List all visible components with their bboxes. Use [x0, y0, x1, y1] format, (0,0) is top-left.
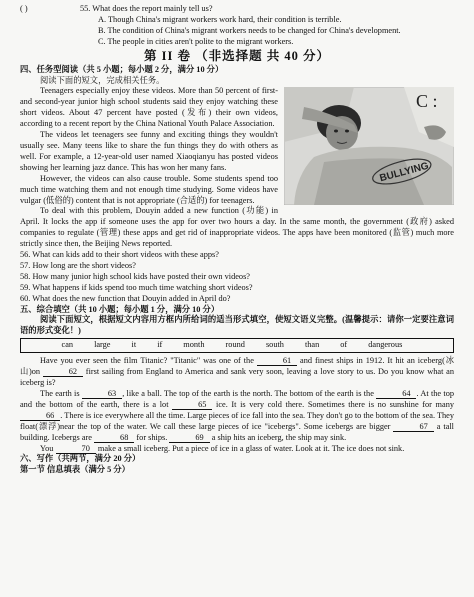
text-run: a ship hits an iceberg, the ship may sink.	[209, 432, 347, 442]
cloze-para-2	[20, 389, 454, 444]
blank-63[interactable]: 63	[82, 389, 122, 399]
article-photo	[284, 87, 454, 205]
text-run: make a small iceberg. Put a piece of ice in a glass of water. Look at it. The ice does not sink.	[95, 443, 405, 453]
blank-64[interactable]: 64	[376, 389, 416, 399]
word-box	[20, 338, 454, 353]
question-56: 56. What can kids add to their short videos with these apps?	[20, 250, 219, 260]
text-run: . At the top and the bottom of the earth, there is a lot	[20, 389, 455, 409]
blank-69[interactable]: 69	[169, 433, 209, 443]
word-item: can	[61, 340, 74, 350]
answer-paren: ( )	[20, 4, 28, 13]
word-item: south	[265, 340, 284, 350]
option-a: A. Though China's migrant workers work hard, their condition is terrible.	[98, 14, 342, 24]
cloze-para-1	[20, 356, 454, 389]
section-5-instruction: 阅读下面短文，根据短文内容用方框内所给词的适当形式填空，使短文语义完整。(温馨提示：请你一定要注意词语的形式变化！)	[20, 315, 454, 336]
section-4-para-3: However, the videos can also cause trouble. Some students spend too much time watching them and not enough time studying. Some videos have vulgar (低俗的) content that is not appropriate (合适的) for teenagers.	[20, 173, 278, 205]
shirt-text: BULLYING	[378, 161, 430, 185]
word-item: round	[225, 340, 245, 350]
word-item: dangerous	[368, 340, 403, 350]
section-4-instruction: 阅读下面的短文，完成相关任务。	[40, 75, 165, 85]
part-2-title: 第 II 卷 （非选择题 共 40 分）	[144, 48, 330, 63]
boy-bullying-shirt-image	[284, 87, 454, 205]
option-b: B. The condition of China's migrant workers needs to be changed for China's development.	[98, 25, 401, 35]
section-4-para-4: To deal with this problem, Douyin added a new function (功能) in April. It locks the app if someone uses the app for over two hours a day. In the same month, the government (政府) asked companies to regulate (管理) these apps and get rid of inappropriate videos. The apps have been monitored (监管) much more strictly since then, the Beijing News reported.	[20, 206, 454, 249]
word-item: if	[157, 340, 163, 350]
text-run: for ships.	[134, 432, 170, 442]
text-run: first sailing from England to America and sank very soon, leaving a love story to us. Do you know what an iceberg is?	[20, 367, 454, 388]
text-run: Have you ever seen the film Titanic? "Titanic" was one of the	[40, 356, 257, 366]
text-run: a tall building. Icebergs are	[20, 421, 454, 442]
section-6-subtitle: 第一节 信息填表（满分 5 分）	[20, 465, 130, 475]
question-59: 59. What happens if kids spend too much time watching short videos?	[20, 282, 253, 292]
word-item: large	[94, 340, 111, 350]
section-4-title: 四、任务型阅读（共 5 小题；每小题 2 分，满分 10 分）	[20, 64, 224, 74]
word-item: of	[340, 340, 348, 350]
text-run: and finest ships in 1912. It hit an iceberg(冰山)on	[20, 356, 454, 377]
word-item: month	[183, 340, 205, 350]
text-run: ice. It is very cold there. Sometimes there is no sunshine for many	[212, 399, 454, 409]
section-5-title: 五、综合填空（共 10 小题；每小题 1 分，满分 10 分）	[20, 304, 220, 314]
section-6-title: 六、写作（共两节，满分 20 分）	[20, 454, 141, 464]
cloze-para-3	[20, 444, 454, 455]
question-58: 58. How many junior high school kids have posted their own videos?	[20, 271, 250, 281]
section-4-para-2: The videos let teenagers see funny and exciting things they wouldn't usually see. Many teens like to share the fun things they do with others as well. For example, a 12-year-old user named Xiaoqianyu has posted videos showing her learning jazz dance. This has won her many fans.	[20, 130, 278, 172]
section-4-para-1: Teenagers especially enjoy these videos. More than 50 percent of first- and second-year junior high school students said they enjoy watching these short videos. About 47 percent have posted (发布) their own videos, according to a recent report by the China National Youth Palace Association.	[20, 86, 278, 129]
text-run: , like a ball. The top of the earth is the north. The bottom of the earth is the	[122, 389, 377, 398]
blank-65[interactable]: 65	[172, 400, 212, 410]
blank-62[interactable]: 62	[43, 367, 83, 377]
word-item: than	[304, 340, 320, 350]
text-run: The earth is	[40, 389, 82, 398]
question-55	[20, 4, 454, 15]
question-60: 60. What does the new function that Douyin added in April do?	[20, 293, 231, 303]
word-item: it	[131, 340, 137, 350]
text-run: You	[40, 443, 56, 453]
text-run: . There is ice everywhere all the time. Large pieces of ice fall into the sea. They don't go to the bottom of the sea. They float(漂浮)near the top of the water. We call these large pieces of ice "icebergs". Some icebergs are bigger	[20, 410, 454, 431]
blank-61[interactable]: 61	[257, 356, 297, 366]
blank-67[interactable]: 67	[393, 422, 433, 432]
blank-70[interactable]: 70	[56, 444, 96, 454]
option-c: C. The people in cities aren't polite to the migrant workers.	[98, 36, 294, 46]
question-55-stem: 55. What does the report mainly tell us?	[80, 4, 213, 13]
blank-68[interactable]: 68	[94, 433, 134, 443]
blank-66[interactable]: 66	[20, 411, 60, 421]
question-57: 57. How long are the short videos?	[20, 260, 136, 270]
photo-marks: C :	[416, 91, 438, 112]
